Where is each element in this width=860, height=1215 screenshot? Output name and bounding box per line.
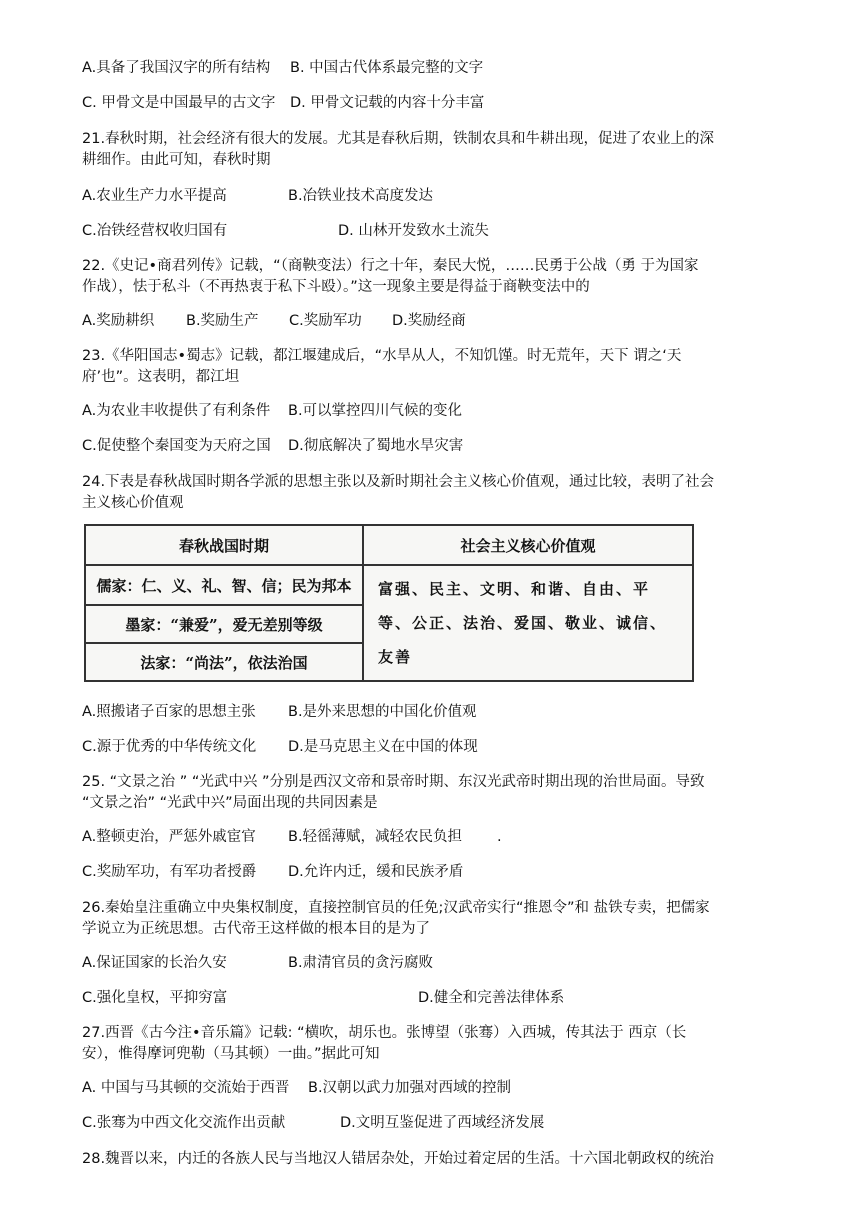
table-row-mohist: 墨家：“兼爱”，爱无差别等级 [86,604,362,642]
q22-option-d: D.奖励经商 [392,313,466,329]
q20-option-d: D. 甲骨文记载的内容十分丰富 [290,95,485,111]
q23-stem-line1: 23.《华阳国志•蜀志》记载，都江堰建成后，“水旱从人，不知饥馑。时无荒年，天下 谓之‘天 [82,348,682,364]
q25-stem-line2: “文景之治” “光武中兴”局面出现的共同因素是 [82,795,378,811]
q27-option-a: A. 中国与马其顿的交流始于西晋 [82,1080,290,1096]
q28-stem-line1: 28.魏晋以来，内迁的各族人民与当地汉人错居杂处，开始过着定居的生活。十六国北朝政权的统治 [82,1151,715,1167]
q25-option-a: A.整顿吏治，严惩外戚宦官 [82,829,256,845]
q23-stem-line2: 府’也”。这表明，都江坦 [82,369,240,385]
q26-option-b: B.肃清官员的贪污腐败 [288,955,434,971]
q27-stem-line1: 27.西晋《古今注•音乐篇》记载: “横吹，胡乐也。张博望（张骞）入西城，传其法于 西京（长 [82,1025,687,1041]
q23-option-c: C.促使整个秦国变为天府之国 [82,438,271,454]
q26-option-c: C.强化皇权，平抑穷富 [82,990,228,1006]
table-header-core-values: 社会主义核心价值观 [364,526,692,566]
table-schools-column [86,566,364,680]
q26-option-d: D.健全和完善法律体系 [418,990,565,1006]
q21-option-a: A.农业生产力水平提高 [82,188,227,204]
q25-option-b: B.轻徭薄赋，减轻农民负担 [288,829,463,845]
q27-stem-line2: 安），惟得摩诃兜勒（马其顿）一曲。”据此可知 [82,1046,380,1062]
q20-option-a: A.具备了我国汉字的所有结构 [82,60,271,76]
q24-comparison-table [84,524,694,682]
q24-stem-line1: 24.下表是春秋战国时期各学派的思想主张以及新时期社会主义核心价值观，通过比较，表明了社会 [82,474,715,490]
q20-option-b: B. 中国古代体系最完整的文字 [290,60,484,76]
q26-stem-line2: 学说立为正统思想。古代帝王这样做的根本目的是为了 [82,921,430,937]
q26-stem-line1: 26.秦始皇注重确立中央集权制度，直接控制官员的任免;汉武帝实行“推恩令”和 盐铁专卖，把儒家 [82,900,710,916]
q24-option-a: A.照搬诸子百家的思想主张 [82,704,256,720]
q21-stem-line2: 耕细作。由此可知，春秋时期 [82,152,271,168]
q21-stem-line1: 21.春秋时期，社会经济有很大的发展。尤其是春秋后期，铁制农具和牛耕出现，促进了农业上的深 [82,131,715,147]
q25-stem-line1: 25. “文景之治 ” “光武中兴 ”分别是西汉文帝和景帝时期、东汉光武帝时期出现的治世局面。导致 [82,774,705,790]
q21-option-c: C.冶铁经营权收归国有 [82,223,228,239]
q24-option-c: C.源于优秀的中华传统文化 [82,739,257,755]
q22-option-c: C.奖励军功 [289,313,362,329]
table-row-confucian: 儒家：仁、义、礼、智、信；民为邦本 [96,576,352,595]
q20-option-c: C. 甲骨文是中国最早的古文字 [82,95,276,111]
table-row-legalist: 法家：“尚法”，依法治国 [86,642,362,680]
q23-option-b: B.可以掌控四川气候的变化 [288,403,463,419]
q24-stem-line2: 主义核心价值观 [82,495,184,511]
q21-option-d: D. 山林开发致水土流失 [338,223,489,239]
q22-option-a: A.奖励耕织 [82,313,155,329]
q22-stem-line1: 22.《史记•商君列传》记载，“（商鞅变法）行之十年，秦民大悦，……民勇于公战（勇 于为国家 [82,258,699,274]
q22-option-b: B.奖励生产 [186,313,259,329]
q21-option-b: B.冶铁业技术高度发达 [288,188,434,204]
q25-option-d: D.允许内迁，缓和民族矛盾 [288,864,464,880]
table-header-spring-autumn: 春秋战国时期 [86,526,364,566]
table-core-values-cell: 富强、民主、文明、和谐、自由、平等、公正、法治、爱国、敬业、诚信、友善 [378,580,668,666]
q23-option-d: D.彻底解决了蜀地水旱灾害 [288,438,464,454]
q24-option-b: B.是外来思想的中国化价值观 [288,704,477,720]
q23-option-a: A.为农业丰收提供了有利条件 [82,403,271,419]
q27-option-b: B.汉朝以武力加强对西域的控制 [308,1080,512,1096]
q24-option-d: D.是马克思主义在中国的体现 [288,739,478,755]
q25-stray-dot: . [497,829,502,845]
q25-option-c: C.奖励军功，有军功者授爵 [82,864,257,880]
q22-stem-line2: 作战），怯于私斗（不再热衷于私下斗殴）。”这一现象主要是得益于商鞅变法中的 [82,279,590,295]
q27-option-c: C.张骞为中西文化交流作出贡献 [82,1115,286,1131]
q26-option-a: A.保证国家的长治久安 [82,955,227,971]
q27-option-d: D.文明互鉴促进了西域经济发展 [340,1115,545,1131]
